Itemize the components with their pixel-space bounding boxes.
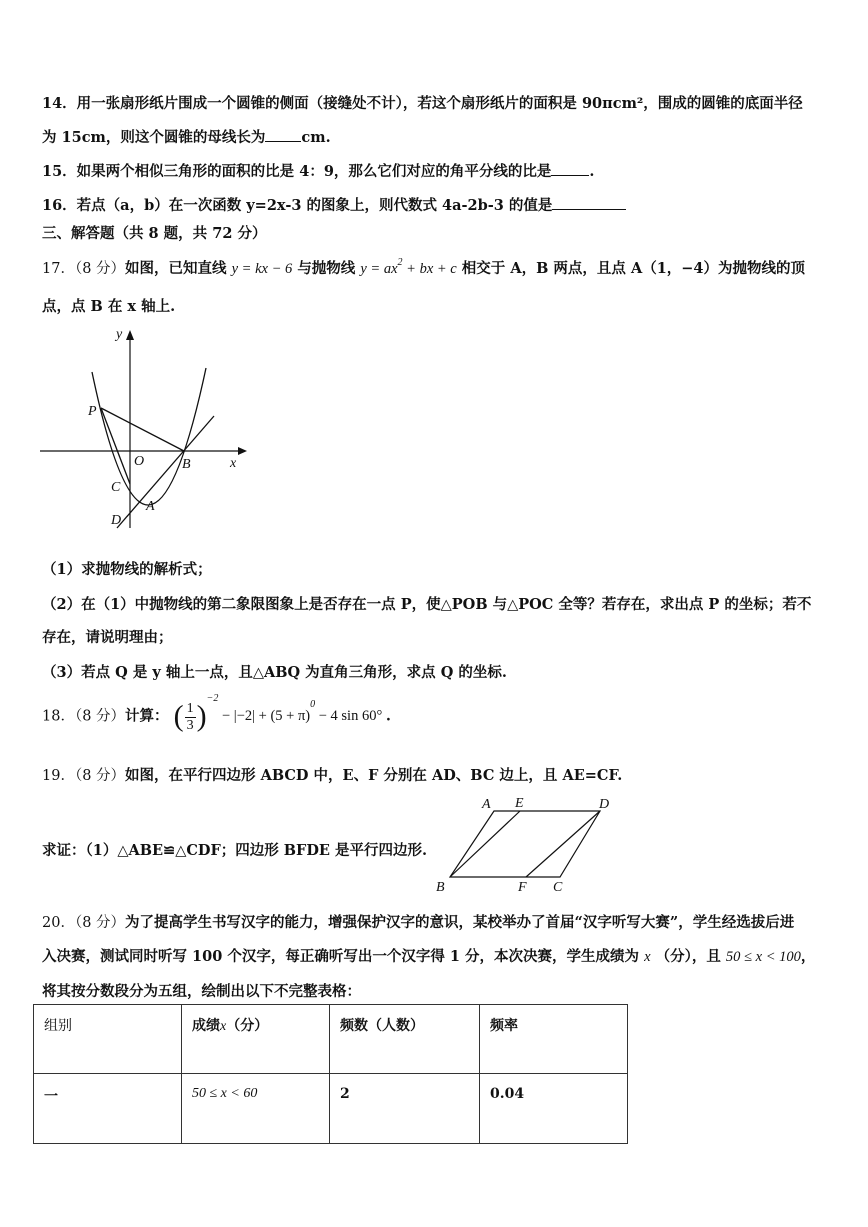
cell-rate: 0.04: [480, 1074, 628, 1144]
answer-blank[interactable]: [552, 195, 626, 210]
answer-blank[interactable]: [551, 161, 589, 176]
label-c: C: [553, 880, 563, 895]
header-score: 成绩x（分）: [182, 1005, 330, 1074]
q20-line1: 20．（8 分）为了提高学生书写汉字的能力，增强保护汉字的意识，某校举办了首届“汉字听写大赛”，学生经选拔后进: [42, 914, 795, 931]
label-b: B: [182, 457, 191, 472]
segment-be: [450, 811, 520, 877]
label-a: A: [146, 499, 155, 514]
table-row: [34, 1074, 628, 1144]
score-range: 50 ≤ x < 100: [725, 949, 801, 965]
table-header-row: [34, 1005, 628, 1074]
q17-line1: 17．（8 分）如图，已知直线 y = kx − 6 与抛物线 $y = ax^2$ + bx + c 相交于 A，B 两点，且点 A（1，−4）为抛物线的顶: [42, 257, 806, 277]
label-o: O: [134, 454, 145, 469]
line-equation: y = kx − 6: [231, 261, 293, 277]
header-frequency: 频数（人数）: [330, 1005, 480, 1074]
label-c: C: [111, 480, 121, 495]
q17-sub3: （3）若点 Q 是 y 轴上一点，且△ABQ 为直角三角形，求点 Q 的坐标.: [42, 664, 507, 681]
q19-line1: 19．（8 分）如图，在平行四边形 ABCD 中，E、F 分别在 AD、BC 边上，且 AE=CF.: [42, 767, 623, 784]
parabola-curve: [92, 368, 206, 505]
section-title: 三、解答题（共 8 题，共 72 分）: [42, 225, 267, 242]
q16: 16．若点（a，b）在一次函数 y=2x-3 的图象上，则代数式 4a-2b-3 的值是: [42, 194, 626, 215]
cell-frequency: 2: [330, 1074, 480, 1144]
header-rate: 频率: [480, 1005, 628, 1074]
q17-sub2-line2: 存在，请说明理由；: [42, 629, 173, 646]
label-y: y: [116, 327, 123, 342]
q18-expression: ( $\frac{1}{3}$ )$^{-2} - |-2| + (5 + \pi)^0 - 4$ sin 60°: [173, 692, 383, 733]
x-axis-arrow: [238, 447, 247, 455]
segment-pc: [101, 408, 130, 484]
header-group: 组别: [34, 1005, 182, 1074]
q17-sub2-line1: （2）在（1）中抛物线的第二象限图象上是否存在一点 P，使△POB 与△POC 全等？若存在，求出点 P 的坐标；若不: [42, 596, 812, 613]
q15: 15．如果两个相似三角形的面积的比是 4：9，那么它们对应的角平分线的比是 .: [42, 163, 595, 180]
y-axis-arrow: [126, 330, 134, 340]
q17-figure: [38, 320, 253, 530]
label-d: D: [111, 513, 122, 528]
segment-fd: [526, 811, 600, 877]
score-table: [33, 1004, 628, 1144]
label-b: B: [436, 880, 445, 895]
label-f: F: [518, 880, 527, 895]
label-a: A: [482, 797, 491, 812]
cell-group: 一: [34, 1074, 182, 1144]
q14-line1: 14．用一张扇形纸片围成一个圆锥的侧面（接缝处不计），若这个扇形纸片的面积是 90πcm²，围成的圆锥的底面半径: [42, 95, 803, 112]
answer-blank[interactable]: [265, 127, 301, 142]
q18: 18．（8 分）计算： ( $\frac{1}{3}$ )$^{-2} - |-2| + (5 + \pi)^0 - 4$ sin 60° .: [42, 692, 391, 733]
label-d: D: [599, 797, 610, 812]
label-e: E: [515, 796, 524, 811]
q20-line2: 入决赛，测试同时听写 100 个汉字，每正确听写出一个汉字得 1 分，本次决赛，学生成绩为 x （分），且 50 ≤ x < 100，: [42, 948, 816, 965]
parallelogram-abcd: [450, 811, 600, 877]
q20-line3: 将其按分数段分为五组，绘制出以下不完整表格：: [42, 983, 361, 1000]
line-dab: [117, 416, 214, 528]
label-x: x: [230, 456, 237, 471]
label-p: P: [88, 404, 97, 419]
q19-figure: [430, 792, 620, 896]
q17-sub1: （1）求抛物线的解析式；: [42, 561, 212, 578]
parabola-equation: $y = ax^2$ + bx + c: [360, 257, 457, 277]
q17-line2: 点，点 B 在 x 轴上.: [42, 298, 176, 315]
segment-pb: [101, 408, 184, 451]
q14-line2: 为 15cm，则这个圆锥的母线长为 cm.: [42, 129, 331, 146]
q19-proof: 求证：（1）△ABE≌△CDF；四边形 BFDE 是平行四边形.: [42, 842, 428, 859]
cell-score: 50 ≤ x < 60: [182, 1074, 330, 1144]
